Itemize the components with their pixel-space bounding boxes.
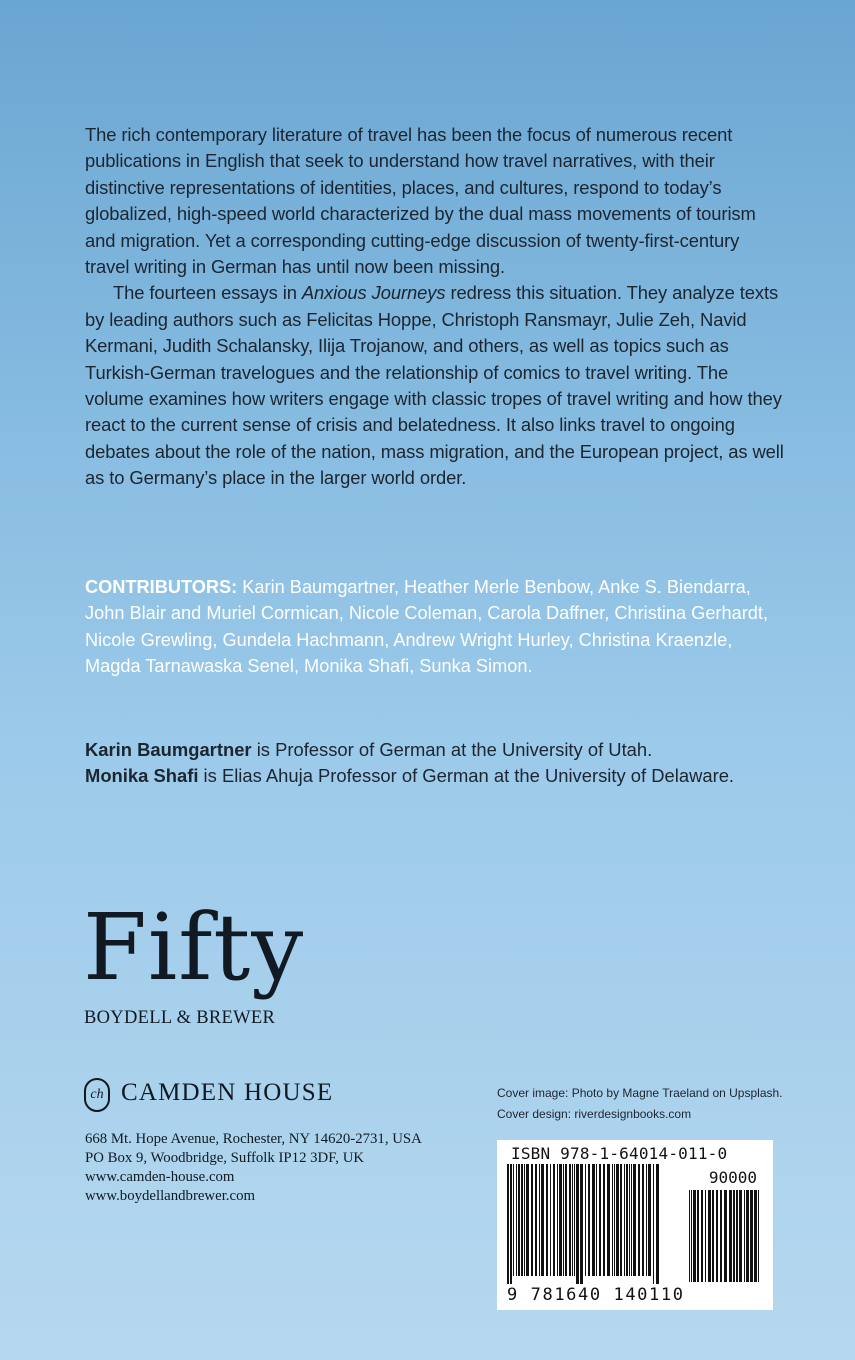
barcode-bar (724, 1190, 727, 1282)
barcode-bar (712, 1190, 714, 1282)
barcode-bar (631, 1164, 632, 1276)
cover-design-credit: Cover design: riverdesignbooks.com (497, 1107, 692, 1121)
barcode-bar (624, 1164, 625, 1276)
barcode-bar (693, 1190, 696, 1282)
contributors (85, 574, 785, 680)
barcode-bar (646, 1164, 647, 1276)
barcode-bar (612, 1164, 613, 1276)
paragraph-2-rest: redress this situation. They analyze texts by leading authors such as Felicitas Hoppe, Christoph Ransmayr, Julie Zeh, Navid Kermani, Judith Schalansky, Ilija Trojanow, and others, as well as topics such as Turkish-German travelogues and the relationship of comics to travel writing. The volume examines how writers engage with classic tropes of travel writing and how they react to the current sense of crisis and belatedness. It also links travel to ongoing debates about the role of the nation, mass migration, and the European project, as well as to Germany’s place in the larger world order. (85, 282, 784, 489)
fifty-boydell-logo (83, 894, 305, 1036)
barcode-bar (697, 1190, 699, 1282)
barcode-bar (607, 1164, 610, 1276)
boydell-brewer-wordmark: BOYDELL & BREWER (84, 1008, 276, 1028)
barcode-digits: 9 781640 140110 (507, 1285, 685, 1305)
barcode-bar (656, 1164, 659, 1284)
barcode-bar (648, 1164, 651, 1276)
barcode-addon-bars (689, 1190, 761, 1286)
editor-name: Monika Shafi (85, 765, 199, 787)
barcode-bars (507, 1164, 683, 1286)
barcode-bar (513, 1164, 514, 1276)
barcode-bar (642, 1164, 644, 1276)
barcode-bar (588, 1164, 590, 1276)
barcode-bar (736, 1190, 738, 1282)
barcode-bar (546, 1164, 548, 1276)
cover-image-credit: Cover image: Photo by Magne Traeland on Upsplash. (497, 1086, 783, 1100)
fifty-wordmark: Fifty (83, 894, 305, 1001)
camden-house-logo (84, 1078, 374, 1114)
editor-name: Karin Baumgartner (85, 739, 252, 760)
barcode-bar (531, 1164, 533, 1276)
address-line: 668 Mt. Hope Avenue, Rochester, NY 14620-2731, USA (85, 1131, 422, 1147)
description-paragraph-1: The rich contemporary literature of travel has been the focus of numerous recent publications in English that seek to understand how travel narratives, with their distinctive representations of identities, places, and cultures, respond to today’s globalized, high-speed world characterized by the dual mass movements of tourism and migration. Yet a corresponding cutting-edge discussion of twenty-first-century travel writing in German has until now been missing. (85, 124, 756, 278)
barcode-bar (701, 1190, 703, 1282)
barcode-bar (580, 1164, 583, 1284)
barcode-bar (524, 1164, 525, 1276)
barcode-bar (557, 1164, 558, 1276)
barcode-bar (563, 1164, 564, 1276)
camden-house-name: CAMDEN HOUSE (121, 1079, 334, 1106)
barcode-bar (754, 1190, 757, 1282)
barcode-bar (720, 1190, 722, 1282)
contributors-label: CONTRIBUTORS: (85, 577, 238, 597)
barcode-bar (739, 1190, 742, 1282)
editor-bio (85, 737, 805, 763)
barcode-bar (569, 1164, 571, 1276)
barcode-bar (638, 1164, 640, 1276)
barcode-bar (729, 1190, 732, 1282)
barcode-bar (626, 1164, 628, 1276)
description (85, 122, 785, 492)
barcode-bar (620, 1164, 622, 1276)
barcode-bar (550, 1164, 551, 1276)
barcode-bar (585, 1164, 586, 1276)
barcode-bar (507, 1164, 509, 1284)
editor-role: is Professor of German at the University of Utah. (251, 739, 653, 760)
paragraph-2-lead: The fourteen essays in (113, 282, 302, 304)
barcode-bar (633, 1164, 636, 1276)
barcode-bar (574, 1164, 575, 1276)
barcode-bar (592, 1164, 595, 1276)
barcode-bar (535, 1164, 537, 1276)
barcode-bar (541, 1164, 544, 1276)
barcode-bar (572, 1164, 573, 1276)
editor-role: is Elias Ahuja Professor of German at the University of Delaware. (198, 765, 735, 787)
barcode-bar (746, 1190, 749, 1282)
isbn-barcode (497, 1140, 773, 1310)
barcode-bar (553, 1164, 555, 1276)
camden-house-monogram-icon (84, 1078, 110, 1112)
address-line: PO Box 9, Woodbridge, Suffolk IP12 3DF, UK (85, 1150, 365, 1166)
book-title: Anxious Journeys (301, 282, 446, 304)
monogram-letters: ch (90, 1087, 104, 1102)
barcode-bar (691, 1190, 692, 1282)
barcode-bar (758, 1190, 759, 1282)
barcode-bar (716, 1190, 718, 1282)
barcode-bar (510, 1164, 512, 1284)
barcode-bar (516, 1164, 517, 1276)
barcode-bar (521, 1164, 523, 1276)
price-code: 90000 (708, 1168, 757, 1187)
contributors-names: Karin Baumgartner, Heather Merle Benbow, Anke S. Biendarra, John Blair and Muriel Cormican, Nicole Coleman, Carola Daffner, Christina Gerhardt, Nicole Grewling, Gundela Hachmann, Andrew Wright Hurley, Christina Kraenzle, Magda Tarnawaska Senel, Monika Shafi, Sunka Simon. (85, 577, 768, 677)
barcode-bar (750, 1190, 753, 1282)
publisher-address (85, 1130, 422, 1206)
barcode-bar (689, 1190, 690, 1282)
barcode-bar (629, 1164, 630, 1276)
barcode-bar (559, 1164, 562, 1276)
barcode-bar (744, 1190, 745, 1282)
barcode-bar (576, 1164, 579, 1284)
barcode-bar (599, 1164, 601, 1276)
barcode-bar (526, 1164, 529, 1276)
barcode-bar (565, 1164, 567, 1276)
barcode-bar (518, 1164, 520, 1276)
barcode-bar (616, 1164, 619, 1276)
barcode-bar (539, 1164, 540, 1276)
barcode-bar (733, 1190, 735, 1282)
website-link[interactable]: www.camden-house.com (85, 1169, 235, 1185)
isbn-number: ISBN 978-1-64014-011-0 (511, 1144, 728, 1163)
website-link[interactable]: www.boydellandbrewer.com (85, 1188, 255, 1204)
barcode-bar (653, 1164, 654, 1284)
barcode-bar (603, 1164, 605, 1276)
cover-credits (497, 1083, 783, 1125)
editor-bio (85, 763, 805, 789)
editor-bios (85, 737, 805, 790)
barcode-bar (614, 1164, 615, 1276)
barcode-bar (596, 1164, 597, 1276)
barcode-bar (708, 1190, 711, 1282)
description-paragraph-2 (85, 280, 785, 491)
barcode-bar (705, 1190, 706, 1282)
